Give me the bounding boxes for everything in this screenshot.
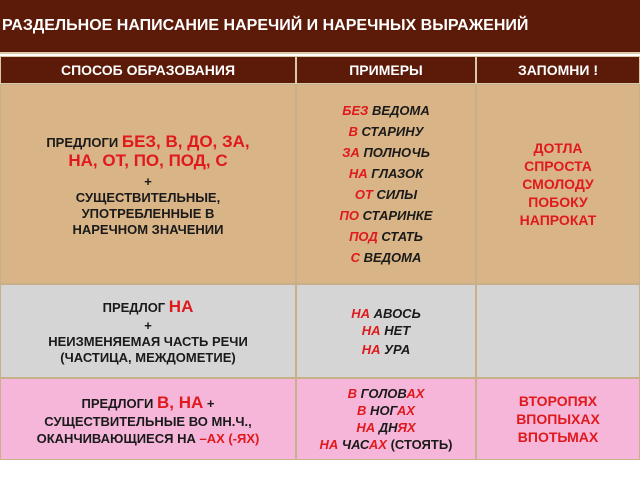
row3-method-cell	[0, 378, 296, 460]
row1-prepositions-b: НА, ОТ, ПО, ПОД, С	[68, 150, 228, 170]
row2-plus: +	[144, 318, 152, 333]
row2-example	[351, 307, 421, 320]
row1-example-word: СТАРИНУ	[357, 124, 424, 139]
row1-example-prep: НА	[348, 166, 368, 181]
header-examples	[296, 56, 476, 84]
row3-line2-a: ОКАНЧИВАЮЩИЕСЯ НА	[36, 430, 200, 446]
row1-example-word: ПОЛНОЧЬ	[359, 145, 430, 160]
row1-line1: СУЩЕСТВИТЕЛЬНЫЕ,	[75, 189, 221, 205]
row2-example-word: УРА	[380, 341, 411, 357]
row3-example-prep: В	[347, 386, 358, 401]
row1-example	[355, 188, 417, 201]
header-method	[0, 56, 296, 84]
row3-example-tail: (СТОЯТЬ)	[386, 437, 453, 452]
row1-example-word: ВЕДОМА	[368, 103, 430, 118]
row3-example-ending: АХ	[396, 403, 415, 418]
row1-example	[349, 125, 424, 138]
row2-line1: НЕИЗМЕНЯЕМАЯ ЧАСТЬ РЕЧИ	[48, 334, 248, 349]
row2-method-cell	[0, 284, 296, 378]
row1-example-prep: ОТ	[354, 187, 373, 202]
row3-prefix: ПРЕДЛОГИ	[81, 395, 157, 411]
row3-remember-word: ВПОПЫХАХ	[516, 411, 600, 427]
row3-example-ending: ЯХ	[397, 420, 416, 435]
row2-examples-cell	[296, 284, 476, 378]
row3-example-ending: АХ	[368, 437, 387, 452]
row1-prepositions-a: БЕЗ, В, ДО, ЗА,	[121, 131, 250, 151]
row1-remember-word: СМОЛОДУ	[522, 176, 594, 192]
page-title: РАЗДЕЛЬНОЕ НАПИСАНИЕ НАРЕЧИЙ И НАРЕЧНЫХ ВЫРАЖЕНИЙ	[0, 0, 640, 54]
row3-remember-word: ВПОТЬМАХ	[517, 429, 599, 445]
row1-example-prep: В	[348, 124, 358, 139]
row1-prefix: ПРЕДЛОГИ	[46, 134, 122, 150]
row3-example-prep: В	[357, 403, 367, 418]
row1-example-word: СИЛЫ	[372, 187, 418, 202]
row3-example	[320, 438, 453, 451]
row3-example	[348, 387, 425, 400]
row1-line2: УПОТРЕБЛЕННЫЕ В	[81, 205, 215, 221]
row1-plus: +	[144, 173, 152, 189]
row2-prefix: ПРЕДЛОГ	[102, 300, 169, 315]
row1-line3: НАРЕЧНОМ ЗНАЧЕНИИ	[72, 221, 224, 237]
row3-example	[357, 404, 415, 417]
row1-example-word: СТАТЬ	[377, 229, 423, 244]
row1-method-cell	[0, 84, 296, 284]
row2-preposition: НА	[168, 297, 194, 316]
row1-example	[351, 251, 422, 264]
row1-remember-word: ПОБОКУ	[528, 194, 588, 210]
row1-remember-word: ДОТЛА	[533, 140, 583, 156]
row1-example-word: ГЛАЗОК	[367, 166, 424, 181]
row2-line2: (ЧАСТИЦА, МЕЖДОМЕТИЕ)	[60, 350, 236, 365]
row3-example-stem: ДН	[375, 420, 398, 435]
row3-prepositions: В, НА	[157, 392, 204, 412]
row3-line2-b: –АХ (-ЯХ)	[199, 430, 260, 446]
row1-remember-word: НАПРОКАТ	[519, 212, 597, 228]
row3-line1: СУЩЕСТВИТЕЛЬНЫЕ ВО МН.Ч.,	[44, 413, 252, 429]
row3-example-prep: НА	[356, 420, 376, 435]
row3-remember-cell	[476, 378, 640, 460]
row1-example-prep: ПОД	[349, 229, 378, 244]
row3-example-prep: НА	[319, 437, 339, 452]
row1-example-prep: ЗА	[342, 145, 360, 160]
row1-example	[349, 230, 423, 243]
row1-example	[349, 167, 423, 180]
row1-remember-cell	[476, 84, 640, 284]
row3-example-stem: НОГ	[366, 403, 397, 418]
row1-example	[342, 104, 429, 117]
row3-plus: +	[203, 395, 215, 411]
header-examples-label: ПРИМЕРЫ	[349, 62, 423, 78]
row3-example-stem: ГОЛОВ	[357, 386, 407, 401]
row1-example-word: ВЕДОМА	[360, 250, 422, 265]
row3-example-ending: АХ	[406, 386, 425, 401]
row3-example	[356, 421, 415, 434]
row2-example-word: АВОСЬ	[370, 305, 421, 321]
header-remember-label: ЗАПОМНИ !	[517, 62, 599, 78]
row2-example-word: НЕТ	[380, 322, 411, 338]
row3-examples-cell	[296, 378, 476, 460]
row1-example	[342, 146, 430, 159]
row3-example-stem: ЧАС	[338, 437, 369, 452]
row3-remember-word: ВТОРОПЯХ	[518, 393, 598, 409]
row2-example	[362, 324, 410, 337]
row2-example-prep: НА	[361, 341, 381, 357]
row1-example	[340, 209, 433, 222]
header-method-label: СПОСОБ ОБРАЗОВАНИЯ	[60, 62, 236, 78]
row1-example-prep: С	[350, 250, 360, 265]
row1-examples-cell	[296, 84, 476, 284]
row2-example-prep: НА	[361, 322, 381, 338]
row1-remember-word: СПРОСТА	[524, 158, 592, 174]
row1-example-prep: ПО	[339, 208, 360, 223]
row2-example	[362, 343, 410, 356]
row1-example-word: СТАРИНКЕ	[359, 208, 433, 223]
row1-example-prep: БЕЗ	[342, 103, 369, 118]
row2-example-prep: НА	[351, 305, 370, 321]
header-remember	[476, 56, 640, 84]
row2-remember-cell	[476, 284, 640, 378]
